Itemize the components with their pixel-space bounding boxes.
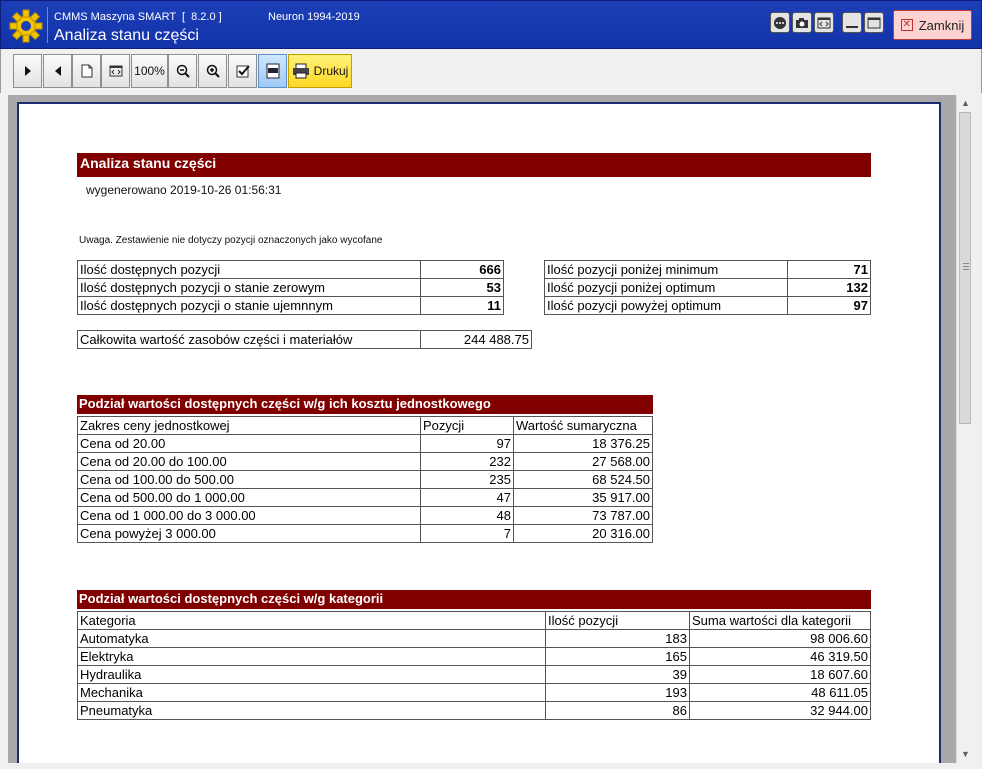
price-range-table (77, 416, 653, 543)
position-count: 183 (546, 630, 690, 648)
column-header: Suma wartości dla kategorii (690, 612, 871, 630)
category-value: 32 944.00 (690, 702, 871, 720)
table-row (78, 702, 871, 720)
category-name: Mechanika (78, 684, 546, 702)
total-value-label: Całkowita wartość zasobów części i materiałów (78, 331, 421, 349)
table-row (78, 507, 653, 525)
summary-row (545, 279, 871, 297)
select-button[interactable] (228, 54, 257, 88)
report-viewport[interactable] (8, 95, 973, 763)
scroll-down-icon[interactable]: ▼ (961, 749, 970, 759)
category-name: Elektryka (78, 648, 546, 666)
printer-icon (292, 63, 310, 79)
app-name: CMMS Maszyna SMART [ 8.2.0 ] (54, 11, 222, 23)
category-value: 48 611.05 (690, 684, 871, 702)
total-value-table (77, 330, 532, 349)
zoom-in-button[interactable] (198, 54, 227, 88)
title-divider (47, 7, 48, 43)
report-note: Uwaga. Zestawienie nie dotyczy pozycji oznaczonych jako wycofane (79, 235, 383, 246)
position-count: 86 (546, 702, 690, 720)
summary-value: 71 (788, 261, 871, 279)
summary-left-table (77, 260, 504, 315)
total-value: 27 568.00 (514, 453, 653, 471)
position-count: 47 (421, 489, 514, 507)
total-value: 244 488.75 (421, 331, 532, 349)
column-header: Kategoria (78, 612, 546, 630)
maximize-icon[interactable] (864, 12, 884, 33)
screen-icon[interactable] (814, 12, 834, 33)
grip-icon (963, 263, 969, 270)
fit-page-icon (109, 65, 123, 77)
pdf-icon (266, 63, 280, 79)
zoom-out-icon (176, 64, 190, 78)
gear-logo-icon (9, 9, 43, 43)
column-header: Zakres ceny jednostkowej (78, 417, 421, 435)
position-count: 232 (421, 453, 514, 471)
summary-label: Ilość dostępnych pozycji (78, 261, 421, 279)
summary-label: Ilość dostępnych pozycji o stanie zerowym (78, 279, 421, 297)
table-header-row (78, 612, 871, 630)
summary-row (78, 279, 504, 297)
minimize-icon[interactable] (842, 12, 862, 33)
app-copyright: Neuron 1994-2019 (268, 11, 360, 23)
summary-row (545, 297, 871, 315)
page-button[interactable] (72, 54, 101, 88)
position-count: 193 (546, 684, 690, 702)
category-value: 46 319.50 (690, 648, 871, 666)
price-range: Cena od 1 000.00 do 3 000.00 (78, 507, 421, 525)
document-icon (81, 64, 93, 78)
summary-right-table (544, 260, 871, 315)
table-row (78, 684, 871, 702)
report-title: Analiza stanu części (77, 153, 871, 177)
scroll-up-icon[interactable]: ▲ (961, 98, 970, 108)
summary-label: Ilość dostępnych pozycji o stanie ujemnnym (78, 297, 421, 315)
category-section-title: Podział wartości dostępnych części w/g kategorii (77, 590, 871, 609)
close-button[interactable] (893, 10, 972, 40)
category-name: Pneumatyka (78, 702, 546, 720)
zoom-100-button[interactable]: 100% (131, 54, 168, 88)
close-icon: ✕ (902, 19, 911, 30)
total-value: 20 316.00 (514, 525, 653, 543)
column-header: Ilość pozycji (546, 612, 690, 630)
camera-icon[interactable] (792, 12, 812, 33)
summary-label: Ilość pozycji poniżej minimum (545, 261, 788, 279)
table-row (78, 435, 653, 453)
summary-value: 97 (788, 297, 871, 315)
zoom-in-icon (206, 64, 220, 78)
summary-row (78, 297, 504, 315)
table-header-row (78, 417, 653, 435)
summary-value: 53 (421, 279, 504, 297)
total-value: 73 787.00 (514, 507, 653, 525)
category-value: 98 006.60 (690, 630, 871, 648)
table-row (78, 630, 871, 648)
chat-icon[interactable] (770, 12, 790, 33)
table-row (78, 648, 871, 666)
play-right-icon (23, 65, 33, 77)
print-label: Drukuj (313, 64, 349, 78)
position-count: 235 (421, 471, 514, 489)
vertical-scrollbar[interactable] (956, 95, 973, 763)
category-name: Automatyka (78, 630, 546, 648)
zoom-out-button[interactable] (168, 54, 197, 88)
position-count: 39 (546, 666, 690, 684)
price-section-title: Podział wartości dostępnych części w/g ich kosztu jednostkowego (77, 395, 653, 414)
table-row (78, 525, 653, 543)
category-name: Hydraulika (78, 666, 546, 684)
close-label: Zamknij (918, 17, 965, 33)
pdf-button[interactable] (258, 54, 287, 88)
print-button[interactable] (288, 54, 352, 88)
generated-timestamp: wygenerowano 2019-10-26 01:56:31 (86, 183, 282, 197)
table-row (78, 471, 653, 489)
summary-row (545, 261, 871, 279)
category-value: 18 607.60 (690, 666, 871, 684)
summary-row (78, 261, 504, 279)
category-table (77, 611, 871, 720)
scrollbar-thumb[interactable] (959, 112, 971, 424)
next-page-button[interactable] (13, 54, 42, 88)
price-range: Cena od 20.00 (78, 435, 421, 453)
total-value: 35 917.00 (514, 489, 653, 507)
table-row (78, 489, 653, 507)
total-value: 68 524.50 (514, 471, 653, 489)
summary-value: 11 (421, 297, 504, 315)
total-value: 18 376.25 (514, 435, 653, 453)
checkbox-icon (236, 64, 250, 78)
price-range: Cena od 500.00 do 1 000.00 (78, 489, 421, 507)
position-count: 97 (421, 435, 514, 453)
fit-page-button[interactable] (101, 54, 130, 88)
price-range: Cena od 20.00 do 100.00 (78, 453, 421, 471)
column-header: Wartość sumaryczna (514, 417, 653, 435)
table-row (78, 666, 871, 684)
price-range: Cena od 100.00 do 500.00 (78, 471, 421, 489)
position-count: 48 (421, 507, 514, 525)
summary-value: 666 (421, 261, 504, 279)
position-count: 7 (421, 525, 514, 543)
summary-label: Ilość pozycji poniżej optimum (545, 279, 788, 297)
title-bar (0, 0, 982, 49)
table-row (78, 453, 653, 471)
play-left-icon (53, 65, 63, 77)
summary-label: Ilość pozycji powyżej optimum (545, 297, 788, 315)
window-title: Analiza stanu części (54, 27, 199, 44)
report-page (17, 102, 941, 763)
toolbar (0, 49, 982, 93)
price-range: Cena powyżej 3 000.00 (78, 525, 421, 543)
previous-page-button[interactable] (43, 54, 72, 88)
summary-value: 132 (788, 279, 871, 297)
position-count: 165 (546, 648, 690, 666)
column-header: Pozycji (421, 417, 514, 435)
